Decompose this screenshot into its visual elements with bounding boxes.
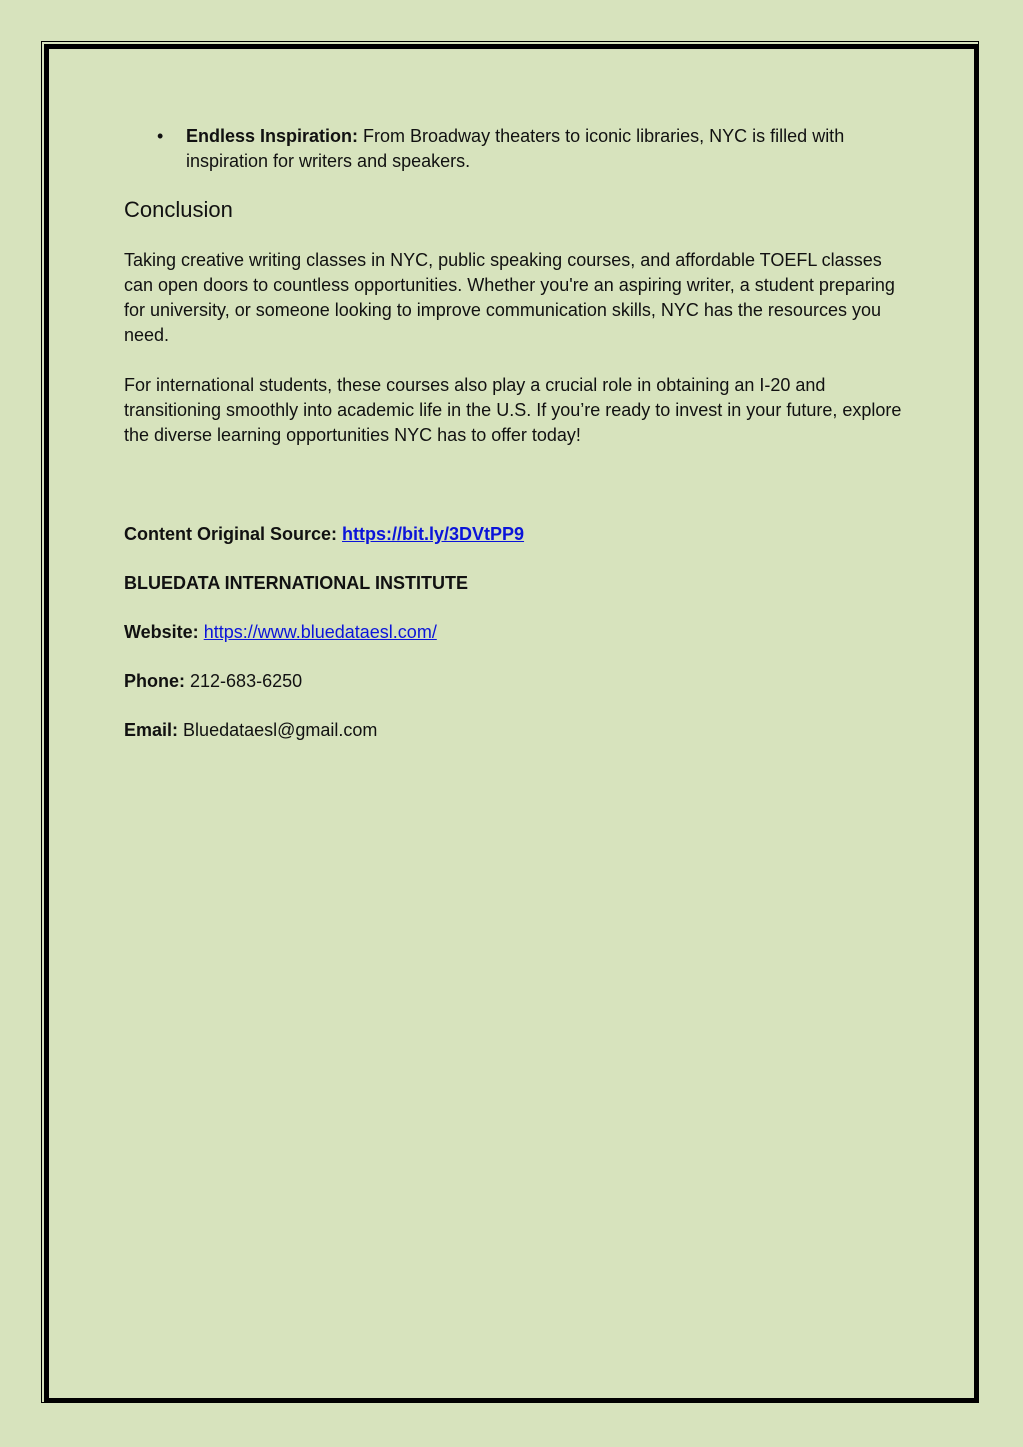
content-source-line	[124, 522, 914, 547]
website-label: Website:	[124, 622, 199, 642]
source-label: Content Original Source:	[124, 524, 338, 544]
website-line	[124, 620, 914, 645]
phone-value: 212-683-6250	[190, 671, 303, 691]
conclusion-paragraph-1: Taking creative writing classes in NYC, public speaking courses, and affordable TOEFL classes can open doors to countless opportunities. Whether you're an aspiring writer, a student preparing for university, or someone looking to improve communication skills, NYC has the resources you need.	[124, 250, 895, 345]
source-link[interactable]: https://bit.ly/3DVtPP9	[342, 524, 525, 544]
email-line	[124, 718, 914, 743]
bullet-lead: Endless Inspiration:	[186, 126, 359, 146]
document-body	[124, 124, 914, 743]
phone-line	[124, 669, 914, 694]
institute-name: BLUEDATA INTERNATIONAL INSTITUTE	[124, 573, 468, 593]
email-value: Bluedataesl@gmail.com	[183, 720, 378, 740]
bullet-text: From Broadway theaters to iconic libraries, NYC is filled with inspiration for writers and speakers.	[186, 126, 845, 171]
website-link[interactable]: https://www.bluedataesl.com/	[203, 622, 437, 642]
conclusion-paragraph-2: For international students, these courses also play a crucial role in obtaining an I-20 and transitioning smoothly into academic life in the U.S. If you’re ready to invest in your future, explore the diverse learning opportunities NYC has to offer today!	[124, 375, 902, 445]
phone-label: Phone:	[124, 671, 185, 691]
email-label: Email:	[124, 720, 179, 740]
bullet-icon: •	[157, 126, 164, 146]
conclusion-heading: Conclusion	[124, 197, 233, 222]
bullet-item-endless-inspiration	[124, 124, 914, 174]
